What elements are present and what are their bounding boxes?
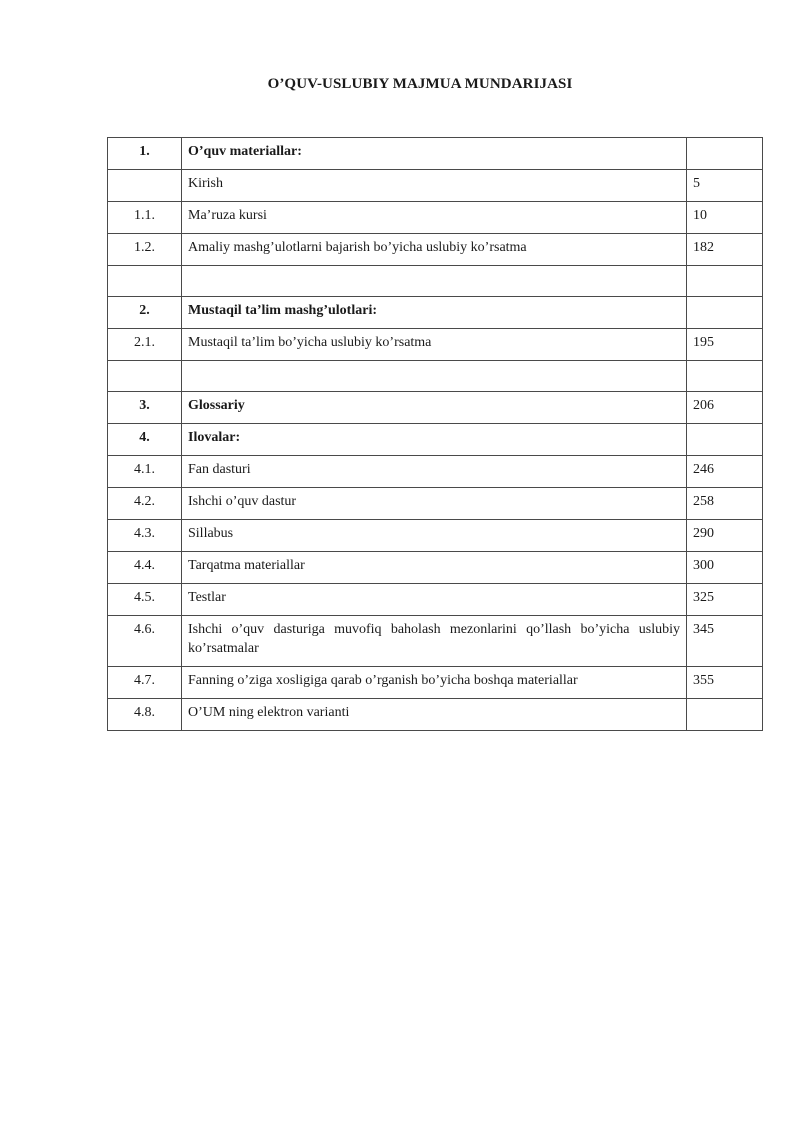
section-title: Fanning o’ziga xosligiga qarab o’rganish bo’yicha boshqa materiallar (182, 667, 687, 699)
section-number: 1.1. (108, 202, 182, 234)
section-number: 3. (108, 392, 182, 424)
contents-table (107, 137, 763, 731)
page-number: 5 (687, 170, 763, 202)
section-title (182, 266, 687, 297)
table-row (108, 297, 763, 329)
page-number: 206 (687, 392, 763, 424)
section-number (108, 170, 182, 202)
page-number: 345 (687, 616, 763, 667)
contents-table-body (108, 138, 763, 731)
page-title: O’QUV-USLUBIY MAJMUA MUNDARIJASI (267, 76, 573, 92)
table-row (108, 699, 763, 731)
page-number (687, 699, 763, 731)
page-number (687, 297, 763, 329)
table-row (108, 266, 763, 297)
table-row (108, 392, 763, 424)
table-row (108, 488, 763, 520)
section-title: Ishchi o’quv dastur (182, 488, 687, 520)
page-number: 258 (687, 488, 763, 520)
section-number: 4.2. (108, 488, 182, 520)
section-title: O’UM ning elektron varianti (182, 699, 687, 731)
table-row (108, 616, 763, 667)
section-number: 1.2. (108, 234, 182, 266)
table-row (108, 361, 763, 392)
section-number (108, 361, 182, 392)
section-number: 4.4. (108, 552, 182, 584)
table-row (108, 170, 763, 202)
page-number: 10 (687, 202, 763, 234)
section-number: 2. (108, 297, 182, 329)
section-number: 2.1. (108, 329, 182, 361)
page-number: 355 (687, 667, 763, 699)
table-row (108, 202, 763, 234)
section-number: 4.7. (108, 667, 182, 699)
page-number: 325 (687, 584, 763, 616)
section-title (182, 361, 687, 392)
table-row (108, 329, 763, 361)
section-number: 4.3. (108, 520, 182, 552)
section-number: 4.1. (108, 456, 182, 488)
table-row (108, 667, 763, 699)
section-number: 4.8. (108, 699, 182, 731)
page-number: 300 (687, 552, 763, 584)
page-number: 290 (687, 520, 763, 552)
section-title: Glossariy (182, 392, 687, 424)
section-number: 1. (108, 138, 182, 170)
section-number (108, 266, 182, 297)
table-row (108, 424, 763, 456)
section-title: Ma’ruza kursi (182, 202, 687, 234)
section-title: Fan dasturi (182, 456, 687, 488)
page-number (687, 361, 763, 392)
section-number: 4.6. (108, 616, 182, 667)
section-number: 4.5. (108, 584, 182, 616)
section-title: Ishchi o’quv dasturiga muvofiq baholash mezonlarini qo’llash bo’yicha uslubiy ko’rsatmalar (182, 616, 687, 667)
table-row (108, 456, 763, 488)
page-number (687, 266, 763, 297)
page-number (687, 138, 763, 170)
table-row (108, 138, 763, 170)
section-title: Mustaqil ta’lim mashg’ulotlari: (182, 297, 687, 329)
table-row (108, 584, 763, 616)
section-title: Mustaqil ta’lim bo’yicha uslubiy ko’rsatma (182, 329, 687, 361)
section-title: Amaliy mashg’ulotlarni bajarish bo’yicha uslubiy ko’rsatma (182, 234, 687, 266)
table-row (108, 234, 763, 266)
page-number: 182 (687, 234, 763, 266)
table-row (108, 552, 763, 584)
section-title: Ilovalar: (182, 424, 687, 456)
table-row (108, 520, 763, 552)
page-number: 195 (687, 329, 763, 361)
section-title: Sillabus (182, 520, 687, 552)
section-title: O’quv materiallar: (182, 138, 687, 170)
section-title: Tarqatma materiallar (182, 552, 687, 584)
page-number: 246 (687, 456, 763, 488)
section-title: Kirish (182, 170, 687, 202)
page-number (687, 424, 763, 456)
section-title: Testlar (182, 584, 687, 616)
section-number: 4. (108, 424, 182, 456)
